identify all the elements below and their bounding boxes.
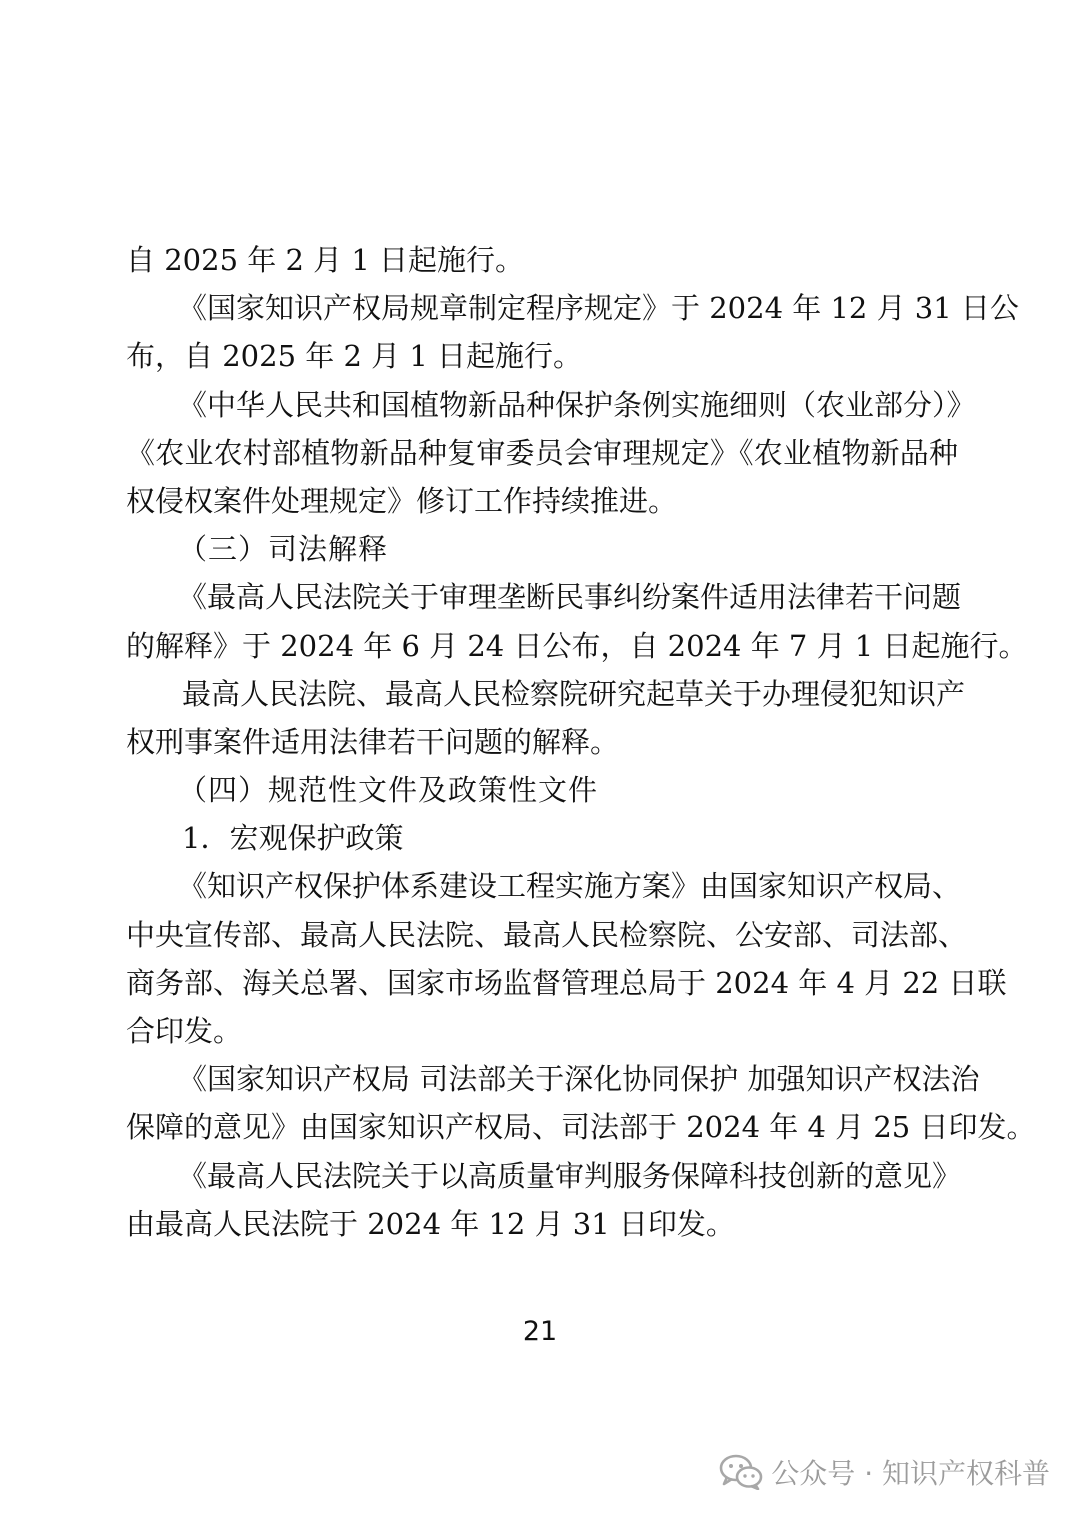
text-line: 中央宣传部、最高人民法院、最高人民检察院、公安部、司法部、 (126, 917, 968, 952)
text-line: 自 2025 年 2 月 1 日起施行。 (126, 243, 525, 277)
section-heading: （三）司法解释 (178, 532, 389, 567)
text-line: 的解释》于 2024 年 6 月 24 日公布，自 2024 年 7 月 1 日起施行。 (126, 628, 1028, 663)
text-line: 《中华人民共和国植物新品种保护条例实施细则（农业部分）》 (178, 387, 976, 422)
text-line: 合印发。 (126, 1014, 243, 1048)
text-line: 由最高人民法院于 2024 年 12 月 31 日印发。 (126, 1206, 735, 1241)
text-line: 保障的意见》由国家知识产权局、司法部于 2024 年 4 月 25 日印发。 (126, 1110, 1036, 1145)
wechat-icon (719, 1454, 763, 1490)
text-line: 《最高人民法院关于以高质量审判服务保障科技创新的意见》 (178, 1158, 962, 1193)
text-line: 《国家知识产权局 司法部关于深化协同保护 加强知识产权法治 (178, 1062, 980, 1097)
text-line: 《国家知识产权局规章制定程序规定》于 2024 年 12 月 31 日公 (178, 291, 1019, 326)
text-line: 权刑事案件适用法律若干问题的解释。 (126, 724, 620, 759)
text-line: 商务部、海关总署、国家市场监督管理总局于 2024 年 4 月 22 日联 (126, 965, 1007, 1000)
text-line: 《知识产权保护体系建设工程实施方案》由国家知识产权局、 (178, 869, 962, 904)
section-heading: （四）规范性文件及政策性文件 (178, 773, 599, 808)
watermark-text: 公众号 · 知识产权科普 (771, 1457, 1050, 1490)
text-line: 最高人民法院、最高人民检察院研究起草关于办理侵犯知识产 (182, 676, 966, 711)
page-number: 21 (522, 1316, 558, 1347)
text-line: 布，自 2025 年 2 月 1 日起施行。 (126, 339, 583, 374)
subsection-heading: 1．宏观保护政策 (182, 821, 404, 856)
text-line: 《最高人民法院关于审理垄断民事纠纷案件适用法律若干问题 (178, 580, 962, 615)
body-text (126, 236, 1036, 1248)
text-line: 《农业农村部植物新品种复审委员会审理规定》《农业植物新品种 (126, 435, 958, 470)
text-line: 权侵权案件处理规定》修订工作持续推进。 (126, 483, 678, 518)
wechat-watermark (719, 1452, 1050, 1492)
